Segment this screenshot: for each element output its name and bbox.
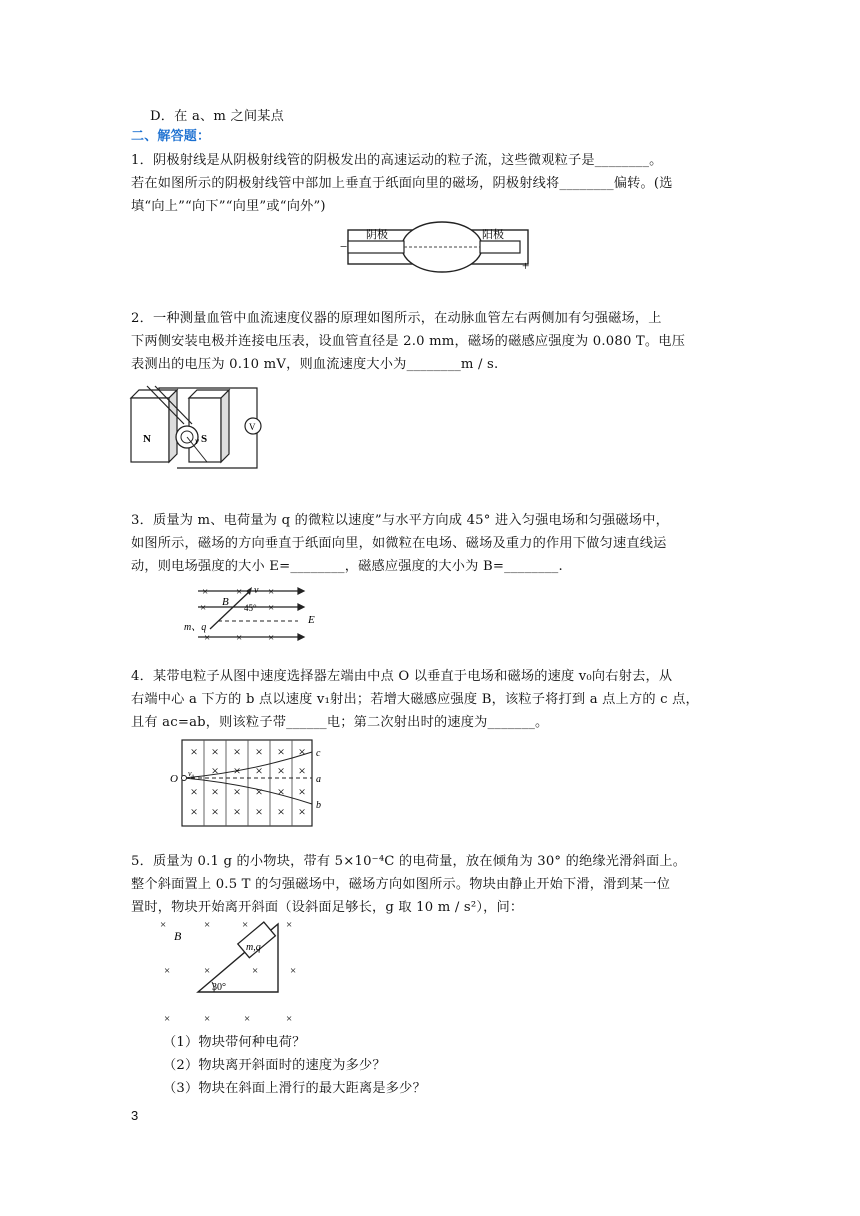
cross-mark: × (190, 804, 198, 819)
voltmeter-label: V (249, 422, 256, 432)
q4-line-3: 且有 ac=ab，则该粒子带______电；第二次射出时的速度为_______。 (131, 715, 549, 730)
cross-mark: × (255, 784, 263, 799)
q5-line-1: 5．质量为 0.1 g 的小物块，带有 5×10⁻⁴C 的电荷量，放在倾角为 30° 的绝缘光滑斜面上。 (131, 854, 687, 869)
o-label: O (170, 773, 178, 785)
q1-line-1: 1．阴极射线是从阴极射线管的阴极发出的高速运动的粒子流，这些微观粒子是________。 (131, 153, 663, 168)
cross-mark: × (277, 804, 285, 819)
angle-label: 45° (244, 603, 257, 613)
cross-mark: × (252, 965, 259, 977)
cross-mark: × (190, 744, 198, 759)
q3-line-2: 如图所示，磁场的方向垂直于纸面向里，如微粒在电场、磁场及重力的作用下做匀速直线运 (131, 536, 667, 551)
cross-mark: × (236, 586, 243, 598)
cross-mark: × (211, 744, 219, 759)
inclined-plane-figure (160, 918, 310, 1028)
q2-line-2: 下两侧安装电极并连接电压表，设血管直径是 2.0 mm，磁场的磁感应强度为 0.080 T。电压 (131, 334, 686, 349)
q5-sub-1: （1）物块带何种电荷？ (163, 1035, 306, 1050)
q5-line-3: 置时，物块开始离开斜面（设斜面足够长，g 取 10 m / s²），问： (131, 900, 524, 915)
b-label: B (174, 929, 182, 943)
cross-mark: × (204, 919, 211, 931)
page-number: 3 (131, 1108, 139, 1123)
cross-mark: × (160, 919, 167, 931)
option-d: D．在 a、m 之间某点 (150, 109, 285, 124)
cross-mark: × (286, 919, 293, 931)
section-title: 二、解答题： (131, 129, 211, 144)
cross-mark: × (190, 784, 198, 799)
n-pole-label: N (143, 433, 151, 445)
cross-mark: × (164, 1013, 171, 1025)
q4-line-2: 右端中心 a 下方的 b 点以速度 v₁射出；若增大磁感应强度 B，该粒子将打到 a 点上方的 c 点， (131, 692, 699, 707)
e-label: E (308, 614, 315, 626)
mq-label: m、q (184, 622, 207, 633)
cross-mark: × (277, 744, 285, 759)
cross-mark: × (202, 586, 209, 598)
cross-mark: × (204, 1013, 211, 1025)
cross-mark: × (211, 784, 219, 799)
cross-mark: × (268, 586, 275, 598)
cross-mark: × (211, 804, 219, 819)
plus-sign: + (522, 258, 530, 273)
q5-sub-3: （3）物块在斜面上滑行的最大距离是多少？ (163, 1081, 426, 1096)
cross-mark: × (233, 744, 241, 759)
cross-mark: × (242, 919, 249, 931)
mq-label: m,q (246, 942, 261, 953)
cross-mark: × (244, 1013, 251, 1025)
anode-label: 阳极 (482, 229, 504, 241)
cross-mark: × (268, 632, 275, 644)
q2-line-1: 2．一种测量血管中血流速度仪器的原理如图所示，在动脉血管左右两侧加有匀强磁场，上 (131, 311, 662, 326)
cross-mark: × (286, 1013, 293, 1025)
b-label: b (316, 800, 321, 811)
cross-mark: × (298, 784, 306, 799)
cross-mark: × (233, 784, 241, 799)
cross-mark: × (255, 744, 263, 759)
cross-mark: × (298, 744, 306, 759)
velocity-selector-figure (170, 738, 330, 830)
cross-mark: × (204, 965, 211, 977)
cross-mark: × (200, 602, 207, 614)
cross-mark: × (233, 804, 241, 819)
cross-mark: × (211, 763, 219, 778)
cross-mark: × (277, 763, 285, 778)
cross-mark: × (298, 804, 306, 819)
cross-mark: × (255, 763, 263, 778)
q3-line-1: 3．质量为 m、电荷量为 q 的微粒以速度”与水平方向成 45° 进入匀强电场和匀强磁场中， (131, 513, 669, 528)
cross-mark: × (236, 632, 243, 644)
q1-line-2: 若在如图所示的阴极射线管中部加上垂直于纸面向里的磁场，阴极射线将________偏转。(选 (131, 176, 673, 191)
v0-label: v₀ (188, 769, 195, 778)
cross-mark: × (233, 763, 241, 778)
c-label: c (316, 748, 321, 759)
q5-line-2: 整个斜面置上 0.5 T 的匀强磁场中，磁场方向如图所示。物块由静止开始下滑，滑到某一位 (131, 877, 671, 892)
a-label: a (316, 774, 321, 785)
cross-mark: × (277, 784, 285, 799)
cathode-ray-tube-figure (340, 218, 540, 276)
velocity-label: v (195, 436, 199, 446)
cross-mark: × (268, 602, 275, 614)
cross-mark: × (255, 804, 263, 819)
b-label: B (222, 596, 229, 608)
cross-mark: × (204, 632, 211, 644)
cathode-label: 阴极 (366, 229, 388, 241)
cross-mark: × (164, 965, 171, 977)
q2-line-3: 表测出的电压为 0.10 mV，则血流速度大小为________m / s. (131, 357, 499, 372)
q1-line-3: 填“向上”“向下”“向里”或“向外”) (131, 199, 326, 214)
q4-line-1: 4．某带电粒子从图中速度选择器左端由中点 O 以垂直于电场和磁场的速度 v₀向右射去，从 (131, 669, 673, 684)
blood-flow-meter-figure (129, 384, 269, 474)
cross-mark: × (290, 965, 297, 977)
angle-label: 30° (212, 982, 226, 993)
minus-sign: − (340, 239, 348, 254)
s-pole-label: S (201, 433, 208, 445)
q3-line-3: 动，则电场强度的大小 E=________，磁感应强度的大小为 B=________. (131, 559, 563, 574)
cross-mark: × (298, 763, 306, 778)
q5-sub-2: （2）物块离开斜面时的速度为多少？ (163, 1058, 386, 1073)
v-label: v (254, 585, 259, 596)
em-field-figure (184, 583, 323, 644)
